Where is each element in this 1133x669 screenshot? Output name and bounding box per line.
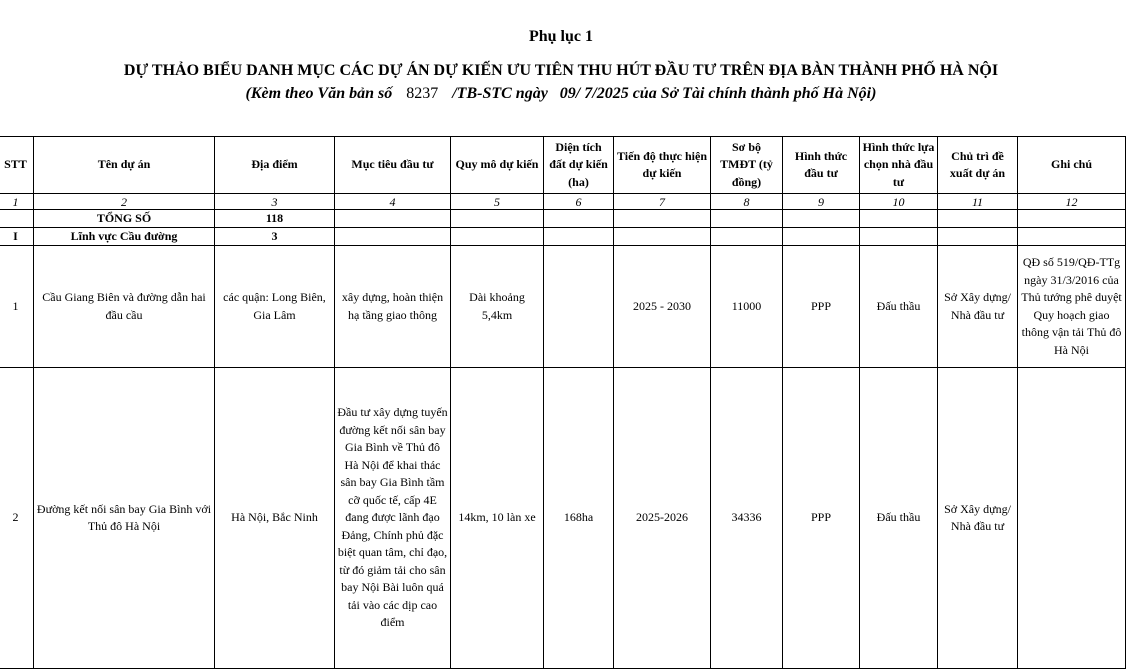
col-number: 12 — [1018, 194, 1126, 210]
col-header-form: Hình thức đầu tư — [783, 137, 860, 194]
col-header-location: Địa điểm — [215, 137, 335, 194]
total-count: 118 — [215, 210, 335, 228]
project-name: Đường kết nối sân bay Gia Bình với Thủ đô Hà Nội — [34, 368, 215, 669]
total-row — [0, 210, 1126, 228]
col-number: 2 — [34, 194, 215, 210]
header-row — [0, 137, 1126, 194]
subtitle-suffix: /2025 của Sở Tài chính thành phố Hà Nội) — [592, 85, 877, 102]
project-name: Cầu Giang Biên và đường dẫn hai đầu cầu — [34, 246, 215, 368]
row-stt: 2 — [0, 368, 34, 669]
col-header-investment: Sơ bộ TMĐT (tỷ đồng) — [711, 137, 783, 194]
subtitle-mid: /TB-STC ngày — [452, 85, 548, 102]
subtitle-prefix: (Kèm theo Văn bản số — [245, 85, 393, 102]
col-header-name: Tên dự án — [34, 137, 215, 194]
project-schedule: 2025-2026 — [614, 368, 711, 669]
project-area: 168ha — [544, 368, 614, 669]
col-header-selection: Hình thức lựa chọn nhà đầu tư — [860, 137, 938, 194]
section-name: Lĩnh vực Cầu đường — [34, 228, 215, 246]
project-scale: Dài khoảng 5,4km — [451, 246, 544, 368]
doc-number: 8237 — [406, 85, 439, 102]
total-label: TỔNG SỐ — [34, 210, 215, 228]
col-header-objective: Mục tiêu đầu tư — [335, 137, 451, 194]
project-schedule: 2025 - 2030 — [614, 246, 711, 368]
col-header-stt: STT — [0, 137, 34, 194]
project-location: Hà Nội, Bắc Ninh — [215, 368, 335, 669]
appendix-label: Phụ lục 1 — [528, 28, 593, 45]
section-stt: I — [0, 228, 34, 246]
total-stt-cell — [0, 210, 34, 228]
project-selection: Đấu thầu — [860, 246, 938, 368]
document-title: DỰ THẢO BIỂU DANH MỤC CÁC DỰ ÁN DỰ KIẾN ƯU TIÊN THU HÚT ĐẦU TƯ TRÊN ĐỊA BÀN THÀNH PHỐ HÀ NỘI — [123, 62, 999, 79]
section-row — [0, 228, 1126, 246]
column-number-row — [0, 194, 1126, 210]
project-area — [544, 246, 614, 368]
project-form: PPP — [783, 246, 860, 368]
project-note — [1018, 368, 1126, 669]
project-investment: 34336 — [711, 368, 783, 669]
project-selection: Đấu thầu — [860, 368, 938, 669]
project-form: PPP — [783, 368, 860, 669]
document-subtitle — [0, 85, 1122, 103]
project-lead: Sở Xây dựng/ Nhà đầu tư — [938, 246, 1018, 368]
project-objective: Đầu tư xây dựng tuyến đường kết nối sân bay Gia Bình về Thủ đô Hà Nội để khai thác sân bay Gia Bình tầm cỡ quốc tế, cấp 4E đang được lãnh đạo Đảng, Chính phủ đặc biệt quan tâm, chỉ đạo, từ đó giảm tải cho sân bay Nội Bài luôn quá tải vào các dịp cao điểm — [335, 368, 451, 669]
col-number: 7 — [614, 194, 711, 210]
col-number: 5 — [451, 194, 544, 210]
col-number: 8 — [711, 194, 783, 210]
col-number: 11 — [938, 194, 1018, 210]
col-header-scale: Quy mô dự kiến — [451, 137, 544, 194]
project-scale: 14km, 10 làn xe — [451, 368, 544, 669]
col-number: 3 — [215, 194, 335, 210]
row-stt: 1 — [0, 246, 34, 368]
col-number: 10 — [860, 194, 938, 210]
col-number: 6 — [544, 194, 614, 210]
table-row — [0, 246, 1126, 368]
col-header-lead: Chủ trì đề xuất dự án — [938, 137, 1018, 194]
section-count: 3 — [215, 228, 335, 246]
project-table — [0, 136, 1126, 669]
project-investment: 11000 — [711, 246, 783, 368]
col-header-schedule: Tiến độ thực hiện dự kiến — [614, 137, 711, 194]
project-note: QĐ số 519/QĐ-TTg ngày 31/3/2016 của Thủ tướng phê duyệt Quy hoạch giao thông vận tải Thủ đô Hà Nội — [1018, 246, 1126, 368]
project-objective: xây dựng, hoàn thiện hạ tầng giao thông — [335, 246, 451, 368]
col-number: 9 — [783, 194, 860, 210]
project-lead: Sở Xây dựng/ Nhà đầu tư — [938, 368, 1018, 669]
col-header-note: Ghi chú — [1018, 137, 1126, 194]
col-number: 1 — [0, 194, 34, 210]
doc-date: 09/ 7 — [559, 85, 593, 102]
col-number: 4 — [335, 194, 451, 210]
table-row — [0, 368, 1126, 669]
project-location: các quận: Long Biên, Gia Lâm — [215, 246, 335, 368]
col-header-area: Diện tích đất dự kiến (ha) — [544, 137, 614, 194]
